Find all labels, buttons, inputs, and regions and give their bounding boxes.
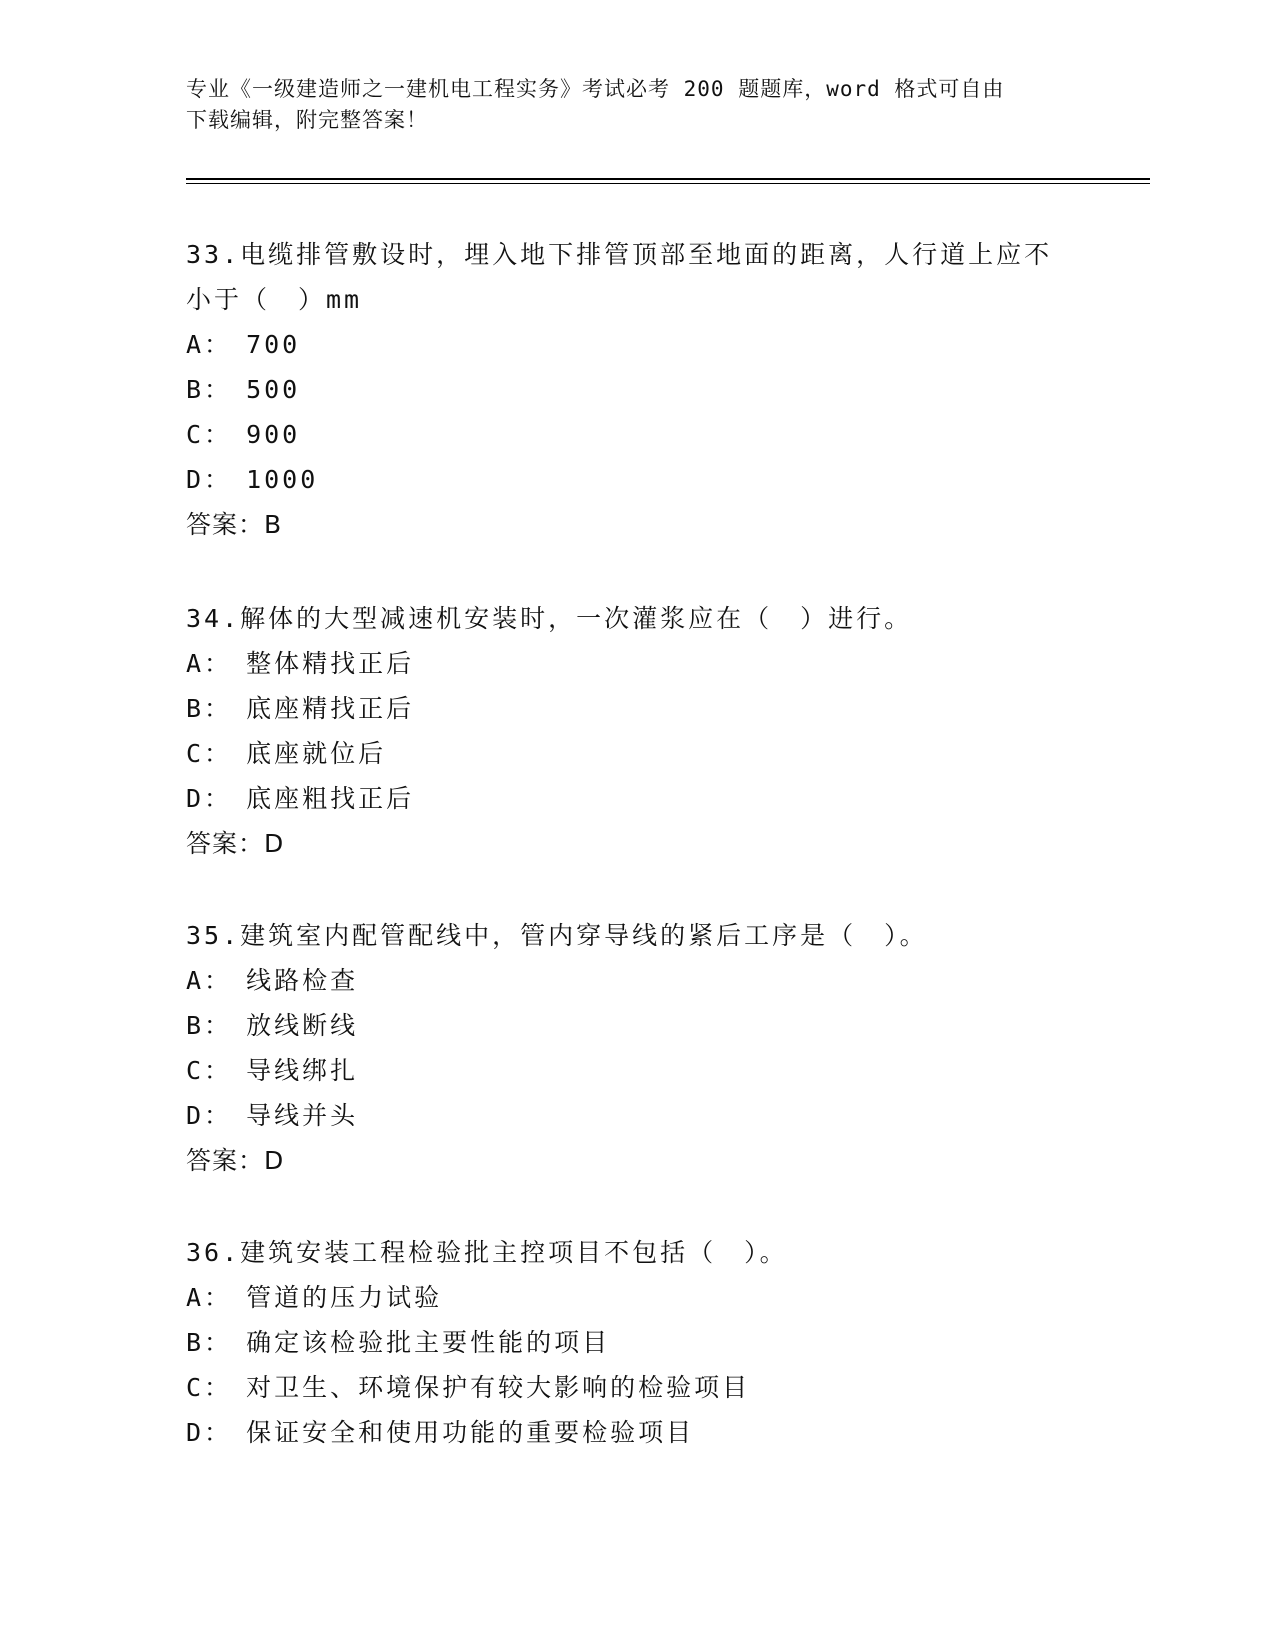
option-d xyxy=(186,1410,1086,1455)
option-key: D： xyxy=(186,784,233,813)
option-d xyxy=(186,457,1086,502)
option-c xyxy=(186,412,1086,457)
option-b xyxy=(186,1003,1086,1048)
option-key: A： xyxy=(186,966,233,995)
option-text: 放线断线 xyxy=(246,1011,359,1040)
option-text: 1000 xyxy=(246,465,319,494)
header-divider-thin xyxy=(186,183,1150,184)
option-key: C： xyxy=(186,739,233,768)
option-c xyxy=(186,1365,1086,1410)
option-text: 900 xyxy=(246,420,301,449)
option-text: 管道的压力试验 xyxy=(246,1283,443,1312)
question-stem: 35.建筑室内配管配线中，管内穿导线的紧后工序是（ ）。 xyxy=(186,921,928,950)
option-key: A： xyxy=(186,330,233,359)
option-text: 保证安全和使用功能的重要检验项目 xyxy=(246,1418,695,1447)
answer-line: 答案：B xyxy=(186,510,283,539)
option-text: 导线绑扎 xyxy=(246,1056,359,1085)
option-d xyxy=(186,1093,1086,1138)
question-stem: 小于（ ）mm xyxy=(186,285,363,314)
option-d xyxy=(186,776,1086,821)
option-key: D： xyxy=(186,1101,233,1130)
option-text: 底座就位后 xyxy=(246,739,387,768)
option-text: 确定该检验批主要性能的项目 xyxy=(246,1328,611,1357)
question-33 xyxy=(186,232,1086,548)
option-key: C： xyxy=(186,420,233,449)
option-key: C： xyxy=(186,1056,233,1085)
question-34 xyxy=(186,596,1086,867)
option-key: D： xyxy=(186,465,233,494)
option-key: B： xyxy=(186,1011,233,1040)
option-text: 对卫生、环境保护有较大影响的检验项目 xyxy=(246,1373,751,1402)
option-text: 700 xyxy=(246,330,301,359)
header-line-1: 专业《一级建造师之一建机电工程实务》考试必考 200 题题库，word 格式可自由 xyxy=(186,77,1005,101)
option-a xyxy=(186,322,1086,367)
option-key: C： xyxy=(186,1373,233,1402)
option-b xyxy=(186,686,1086,731)
option-a xyxy=(186,1275,1086,1320)
option-c xyxy=(186,731,1086,776)
question-stem: 33.电缆排管敷设时，埋入地下排管顶部至地面的距离，人行道上应不 xyxy=(186,240,1053,269)
question-stem: 36.建筑安装工程检验批主控项目不包括（ ）。 xyxy=(186,1238,788,1267)
answer-line: 答案：D xyxy=(186,1146,285,1175)
header-line-2: 下载编辑，附完整答案！ xyxy=(186,108,428,132)
option-text: 导线并头 xyxy=(246,1101,359,1130)
option-text: 线路检查 xyxy=(246,966,359,995)
option-key: B： xyxy=(186,694,233,723)
document-header xyxy=(186,74,1066,136)
option-key: D： xyxy=(186,1418,233,1447)
option-text: 500 xyxy=(246,375,301,404)
option-text: 底座精找正后 xyxy=(246,694,415,723)
question-36 xyxy=(186,1230,1086,1455)
option-key: A： xyxy=(186,1283,233,1312)
option-key: B： xyxy=(186,1328,233,1357)
option-text: 整体精找正后 xyxy=(246,649,415,678)
question-stem: 34.解体的大型减速机安装时，一次灌浆应在（ ）进行。 xyxy=(186,604,913,633)
option-key: A： xyxy=(186,649,233,678)
option-a xyxy=(186,641,1086,686)
option-text: 底座粗找正后 xyxy=(246,784,415,813)
answer-line: 答案：D xyxy=(186,829,285,858)
option-a xyxy=(186,958,1086,1003)
option-c xyxy=(186,1048,1086,1093)
option-b xyxy=(186,1320,1086,1365)
option-b xyxy=(186,367,1086,412)
header-divider-thick xyxy=(186,178,1150,180)
question-35 xyxy=(186,913,1086,1184)
option-key: B： xyxy=(186,375,233,404)
